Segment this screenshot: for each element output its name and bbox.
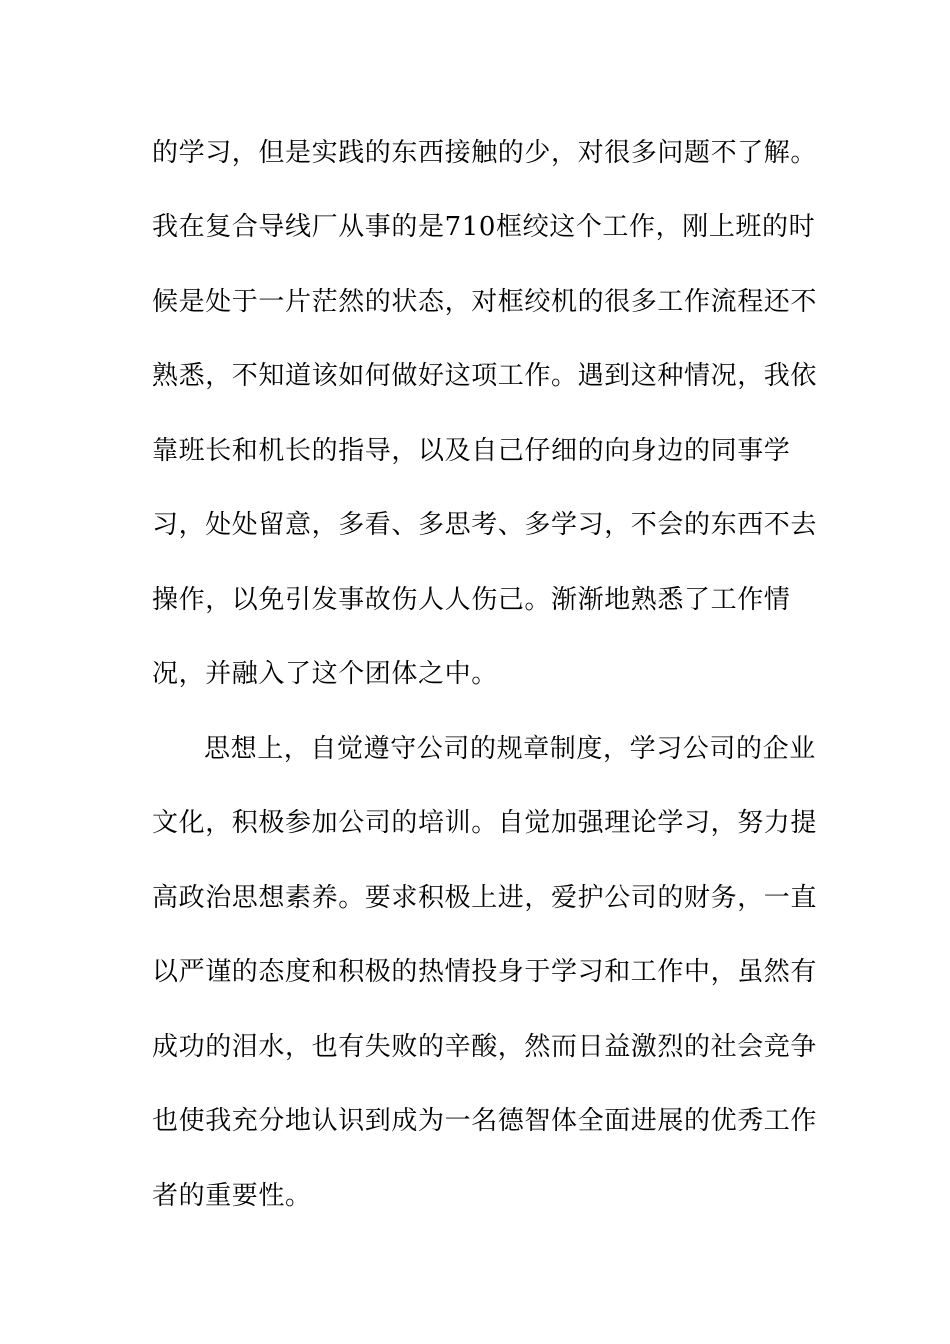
- text-line: 靠班长和机长的指导，以及自己仔细的向身边的同事学: [152, 436, 791, 466]
- text-line: 熟悉，不知道该如何做好这项工作。遇到这种情况，我依: [152, 361, 818, 391]
- text-line: 成功的泪水，也有失败的辛酸，然而日益激烈的社会竞争: [152, 1032, 818, 1062]
- text-line: 况，并融入了这个团体之中。: [152, 659, 498, 689]
- text-line: 文化，积极参加公司的培训。自觉加强理论学习，努力提: [152, 808, 818, 838]
- text-line: 的学习，但是实践的东西接触的少，对很多问题不了解。: [152, 138, 818, 168]
- paragraph-first-line: 思想上，自觉遵守公司的规章制度，学习公司的企业: [204, 734, 816, 764]
- text-line: 候是处于一片茫然的状态，对框绞机的很多工作流程还不: [152, 287, 818, 317]
- text-line: 操作，以免引发事故伤人人伤己。渐渐地熟悉了工作情: [152, 585, 791, 615]
- text-line: 者的重要性。: [152, 1181, 312, 1211]
- text-line: 以严谨的态度和积极的热情投身于学习和工作中，虽然有: [152, 957, 818, 987]
- text-line: 习，处处留意，多看、多思考、多学习，不会的东西不去: [152, 510, 818, 540]
- text-line: 也使我充分地认识到成为一名德智体全面进展的优秀工作: [152, 1106, 818, 1136]
- text-line: 高政治思想素养。要求积极上进，爱护公司的财务，一直: [152, 883, 818, 913]
- text-line: 我在复合导线厂从事的是710框绞这个工作，刚上班的时: [152, 212, 816, 242]
